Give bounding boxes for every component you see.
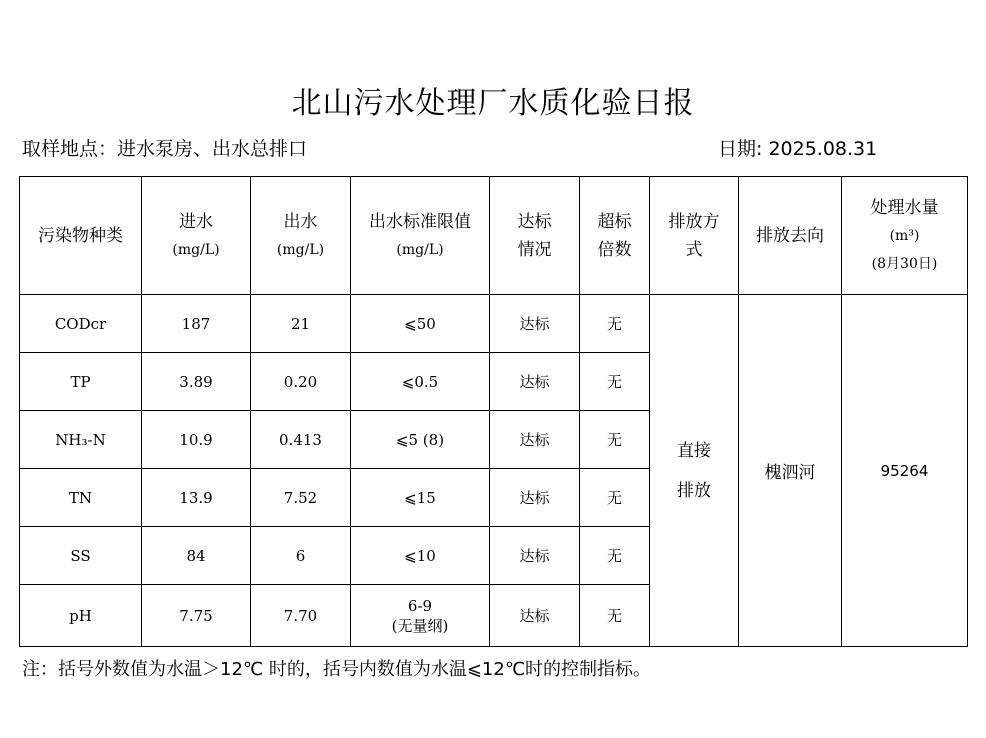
exceed-multiple: 无 xyxy=(580,527,650,585)
header-row xyxy=(20,177,968,295)
table-row xyxy=(20,295,968,353)
report-title: 北山污水处理厂水质化验日报 xyxy=(291,86,695,121)
footnote: 注：括号外数值为水温＞12℃ 时的，括号内数值为水温⩽12℃时的控制指标。 xyxy=(22,659,652,680)
compliance-status: 达标 xyxy=(490,527,580,585)
header-outflow-label: 出水 xyxy=(283,211,318,232)
outflow-value: 7.52 xyxy=(251,469,351,527)
pollutant-name: pH xyxy=(20,585,142,647)
header-volume xyxy=(842,177,968,295)
header-discharge-mode xyxy=(650,177,739,295)
inflow-value: 3.89 xyxy=(142,353,251,411)
water-quality-table xyxy=(19,176,968,647)
inflow-value: 7.75 xyxy=(142,585,251,647)
inflow-value: 187 xyxy=(142,295,251,353)
inflow-value: 10.9 xyxy=(142,411,251,469)
discharge-mode xyxy=(650,295,739,647)
limit-value xyxy=(351,585,490,647)
discharge-mode-line2: 排放 xyxy=(677,480,711,501)
pollutant-name: CODcr xyxy=(20,295,142,353)
outflow-value: 0.413 xyxy=(251,411,351,469)
header-discharge-mode-line2: 式 xyxy=(685,239,703,260)
outflow-value: 7.70 xyxy=(251,585,351,647)
header-compliance-line1: 达标 xyxy=(517,211,552,232)
header-limit-label: 出水标准限值 xyxy=(369,211,471,232)
compliance-status: 达标 xyxy=(490,585,580,647)
treated-volume: 95264 xyxy=(842,295,968,647)
compliance-status: 达标 xyxy=(490,469,580,527)
pollutant-name: TP xyxy=(20,353,142,411)
limit-value-main: 6-9 xyxy=(407,596,433,615)
header-inflow-label: 进水 xyxy=(179,211,213,232)
limit-value: ⩽0.5 xyxy=(351,353,490,411)
header-exceed-line2: 倍数 xyxy=(597,239,632,260)
limit-value: ⩽50 xyxy=(351,295,490,353)
inflow-value: 84 xyxy=(142,527,251,585)
pollutant-name: SS xyxy=(20,527,142,585)
limit-value: ⩽15 xyxy=(351,469,490,527)
limit-value-note: (无量纲) xyxy=(391,616,449,635)
exceed-multiple: 无 xyxy=(580,411,650,469)
header-discharge-mode-line1: 排放方 xyxy=(668,211,720,232)
exceed-multiple: 无 xyxy=(580,585,650,647)
outflow-value: 21 xyxy=(251,295,351,353)
header-volume-unit: (m³) xyxy=(889,227,920,244)
exceed-multiple: 无 xyxy=(580,469,650,527)
header-limit-unit: (mg/L) xyxy=(396,241,444,258)
header-destination: 排放去向 xyxy=(739,177,842,295)
header-compliance xyxy=(490,177,580,295)
header-volume-label: 处理水量 xyxy=(870,197,939,218)
header-inflow-unit: (mg/L) xyxy=(172,241,220,258)
inflow-value: 13.9 xyxy=(142,469,251,527)
compliance-status: 达标 xyxy=(490,411,580,469)
pollutant-name: NH₃-N xyxy=(20,411,142,469)
header-exceed xyxy=(580,177,650,295)
sampling-location: 取样地点：进水泵房、出水总排口 xyxy=(22,138,308,160)
header-outflow-unit: (mg/L) xyxy=(276,241,325,258)
compliance-status: 达标 xyxy=(490,295,580,353)
pollutant-name: TN xyxy=(20,469,142,527)
header-outflow xyxy=(251,177,351,295)
discharge-mode-line1: 直接 xyxy=(677,440,711,461)
outflow-value: 6 xyxy=(251,527,351,585)
header-pollutant: 污染物种类 xyxy=(20,177,142,295)
header-compliance-line2: 情况 xyxy=(517,239,552,260)
header-volume-date: (8月30日) xyxy=(871,255,938,272)
limit-value: ⩽5 (8) xyxy=(351,411,490,469)
report-date: 日期: 2025.08.31 xyxy=(718,138,878,160)
discharge-destination: 槐泗河 xyxy=(739,295,842,647)
header-limit xyxy=(351,177,490,295)
compliance-status: 达标 xyxy=(490,353,580,411)
outflow-value: 0.20 xyxy=(251,353,351,411)
header-exceed-line1: 超标 xyxy=(597,211,632,232)
header-inflow xyxy=(142,177,251,295)
limit-value: ⩽10 xyxy=(351,527,490,585)
exceed-multiple: 无 xyxy=(580,353,650,411)
exceed-multiple: 无 xyxy=(580,295,650,353)
